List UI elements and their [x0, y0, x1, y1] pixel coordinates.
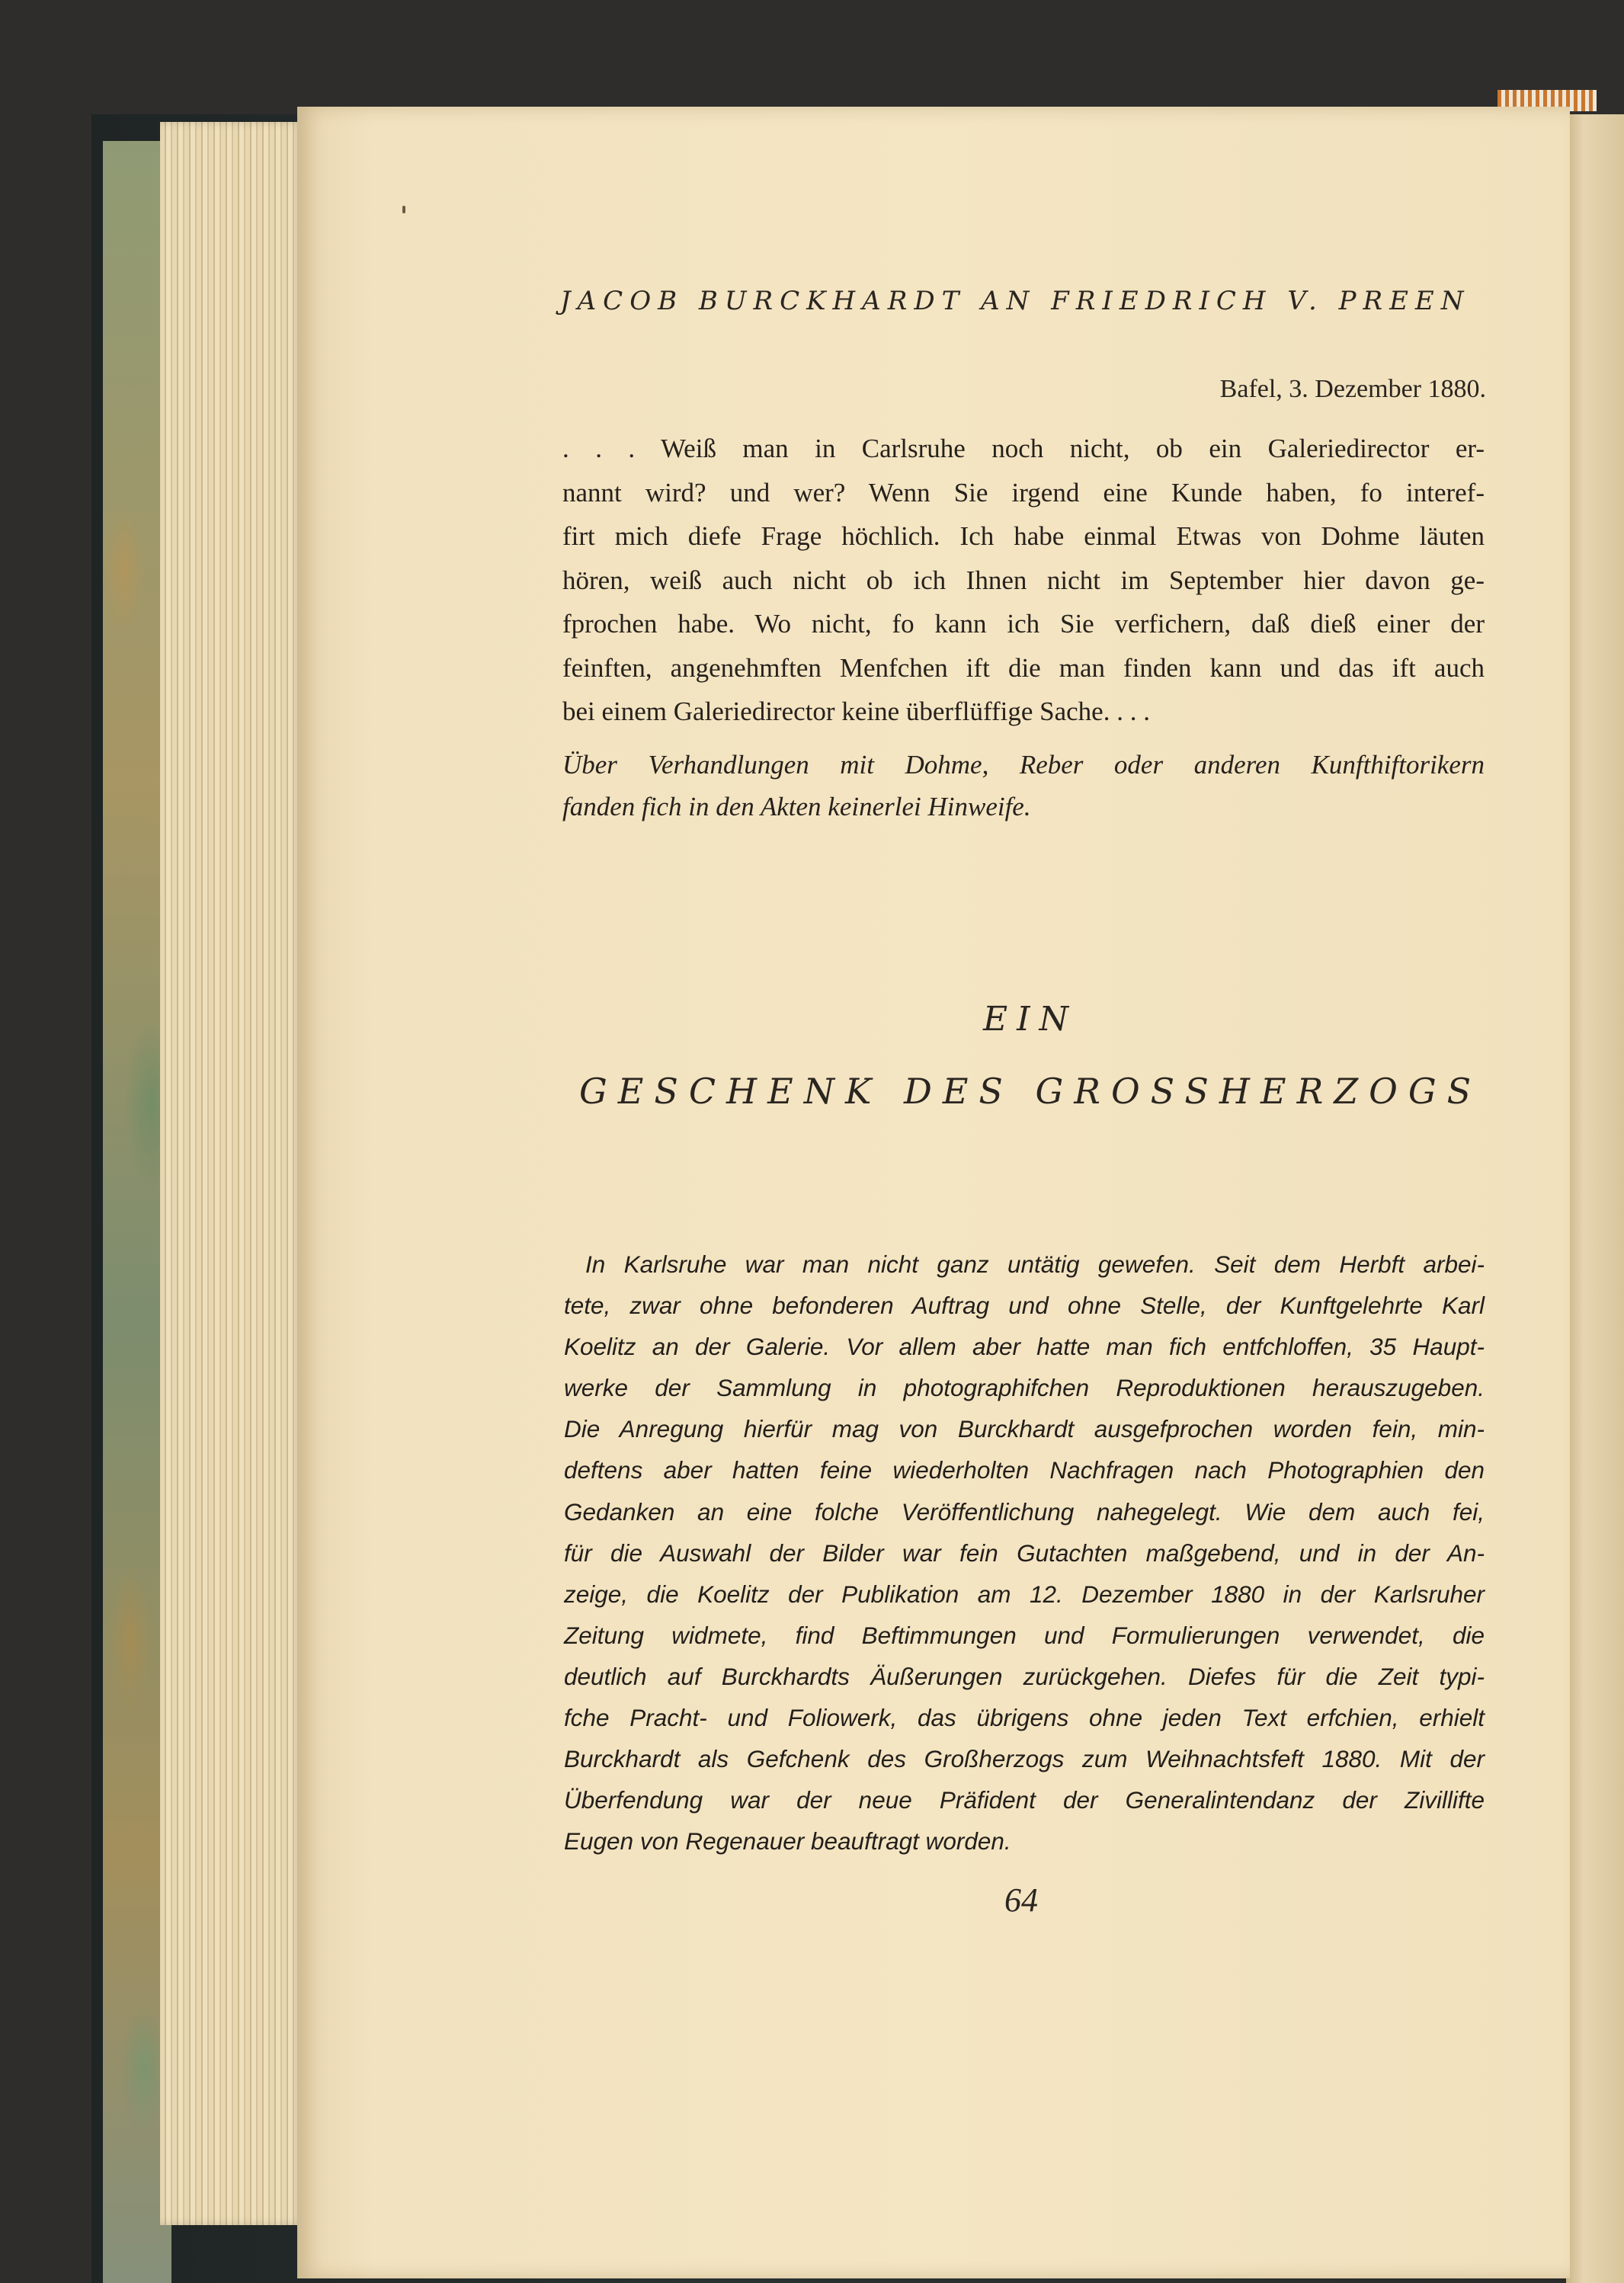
letter-dateline: Bafel, 3. Dezember 1880.	[1219, 375, 1486, 403]
chapter-title-line-2: GESCHENK DES GROSSHERZOGS	[579, 1071, 1482, 1112]
body-line: deutlich auf Burckhardts Äußerungen zurückgehen. Diefes für die Zeit typi-	[564, 1662, 1485, 1690]
chapter-title-line-1: EIN	[983, 1000, 1078, 1039]
body-line: Burckhardt als Gefchenk des Großherzogs zum Weihnachtsfeft 1880. Mit der	[564, 1745, 1485, 1773]
body-line: werke der Sammlung in photographifchen Reproduktionen herauszugeben.	[564, 1374, 1485, 1402]
note-line: fanden fich in den Akten keinerlei Hinweife.	[562, 792, 1031, 821]
page-block-edges	[160, 122, 305, 2225]
body-line: Die Anregung hierfür mag von Burckhardt ausgefprochen worden fein, min-	[564, 1415, 1485, 1443]
body-line: tete, zwar ohne befonderen Auftrag und ohne Stelle, der Kunftgelehrte Karl	[564, 1292, 1485, 1320]
note-line: Über Verhandlungen mit Dohme, Reber oder anderen Kunfthiftorikern	[562, 750, 1485, 780]
letter-line: feinften, angenehmften Menfchen ift die man finden kann und das ift auch	[562, 652, 1485, 683]
chapter-body	[564, 1244, 1485, 1862]
letter-line: nannt wird? und wer? Wenn Sie irgend eine Kunde haben, fo interef-	[562, 477, 1485, 508]
letter-line: . . . Weiß man in Carlsruhe noch nicht, ob ein Galeriedirector er-	[562, 434, 1485, 463]
letter-line: firt mich diefe Frage höchlich. Ich habe einmal Etwas von Dohme läuten	[562, 521, 1485, 551]
letter-excerpt	[562, 427, 1485, 734]
body-line: fche Pracht- und Foliowerk, das übrigens ohne jeden Text erfchien, erhielt	[564, 1704, 1485, 1732]
letter-line: hören, weiß auch nicht ob ich Ihnen nicht im September hier davon ge-	[562, 565, 1485, 595]
body-line: zeige, die Koelitz der Publikation am 12. Dezember 1880 in der Karlsruher	[564, 1580, 1485, 1608]
page-number: 64	[1004, 1881, 1038, 1919]
body-line: Überfendung war der neue Präfident der Generalintendanz der Zivillifte	[564, 1786, 1485, 1814]
body-line: deftens aber hatten feine wiederholten Nachfragen nach Photographien den	[564, 1456, 1485, 1484]
body-line: für die Auswahl der Bilder war fein Gutachten maßgebend, und in der An-	[564, 1539, 1485, 1567]
body-line: Koelitz an der Galerie. Vor allem aber hatte man fich entfchloffen, 35 Haupt-	[564, 1333, 1485, 1361]
body-line: Eugen von Regenauer beauftragt worden.	[564, 1827, 1011, 1856]
letter-line: bei einem Galeriedirector keine überflüffige Sache. . . .	[562, 696, 1150, 726]
body-line: In Karlsruhe war man nicht ganz untätig gewefen. Seit dem Herbft arbei-	[585, 1250, 1485, 1278]
editorial-note	[562, 744, 1485, 828]
next-page-edge	[1566, 114, 1624, 2283]
page-mark	[402, 206, 405, 213]
running-head: JACOB BURCKHARDT AN FRIEDRICH V. PREEN	[560, 286, 1471, 316]
letter-line: fprochen habe. Wo nicht, fo kann ich Sie verfichern, daß dieß einer der	[562, 609, 1485, 639]
body-line: Gedanken an eine folche Veröffentlichung nahegelegt. Wie dem auch fei,	[564, 1497, 1485, 1526]
body-line: Zeitung widmete, find Beftimmungen und Formulierungen verwendet, die	[564, 1621, 1485, 1649]
